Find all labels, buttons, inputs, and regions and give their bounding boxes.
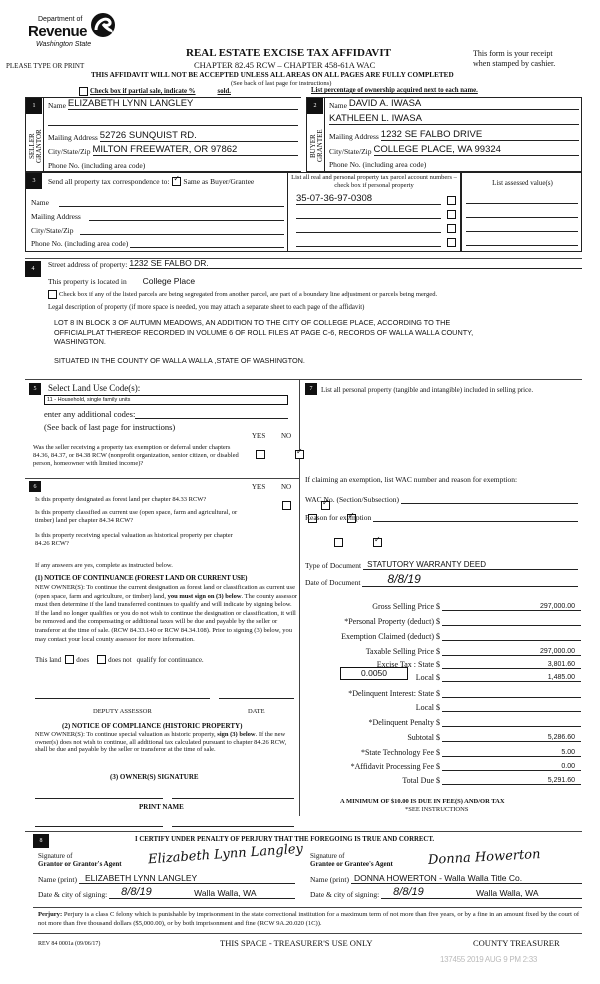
- dor-swirl-logo-icon: [90, 12, 116, 38]
- county-treasurer: COUNTY TREASURER: [473, 938, 560, 948]
- recording-stamp: 137455 2019 AUG 9 PM 2:33: [440, 955, 538, 964]
- corr-city-field[interactable]: [80, 225, 285, 235]
- buyer-city-field[interactable]: COLLEGE PLACE, WA 99324: [373, 144, 501, 155]
- seller-name-field[interactable]: ELIZABETH LYNN LANGLEY: [67, 98, 194, 109]
- personal-property-checkbox[interactable]: [447, 196, 456, 205]
- grantee-name-row: Name (print) DONNA HOWERTON - Walla Walla Title Co.: [310, 874, 582, 884]
- grantee-date-field[interactable]: 8/8/19: [393, 886, 424, 898]
- delinquent-interest-local-field[interactable]: [442, 711, 581, 712]
- assessed-value-field[interactable]: [466, 203, 578, 204]
- parcel-row: [296, 194, 456, 205]
- owner-signature-field[interactable]: [35, 798, 163, 799]
- owner-signature-title: (3) OWNER(S) SIGNATURE: [110, 773, 199, 781]
- corr-city-row: City/State/Zip: [31, 225, 284, 235]
- historic-question: Is this property receiving special valuation as historical property per chapter 84.26 RCW?: [35, 532, 233, 548]
- receipt-note-2: when stamped by cashier.: [473, 59, 556, 68]
- does-not-qualify-checkbox[interactable]: [97, 655, 106, 664]
- buyer-name-field[interactable]: DAVID A. IWASA: [348, 98, 422, 109]
- no-header: NO: [281, 483, 292, 491]
- historic-no-checkbox[interactable]: [373, 538, 382, 547]
- seller-name2-row: [48, 116, 298, 126]
- located-in-field[interactable]: College Place: [142, 276, 196, 286]
- seller-mailing-field[interactable]: 52726 SUNQUIST RD.: [99, 130, 197, 141]
- grantee-city-field[interactable]: Walla Walla, WA: [476, 888, 539, 898]
- wac-number-row: WAC No. (Section/Subsection): [305, 494, 582, 504]
- logo-line2: Revenue: [28, 23, 88, 40]
- exemption-yes-checkbox[interactable]: [256, 450, 265, 459]
- footer-mid-rule: [33, 933, 582, 934]
- parcel-number-field[interactable]: [296, 223, 441, 233]
- personal-property-checkbox[interactable]: [447, 238, 456, 247]
- parcel-number-field[interactable]: [296, 237, 441, 247]
- please-type: PLEASE TYPE OR PRINT: [6, 62, 85, 70]
- grantor-signature-label: Signature of Grantor or Grantor's Agent: [38, 852, 122, 868]
- historic-yes-checkbox[interactable]: [334, 538, 343, 547]
- street-address-row: Street address of property: 1232 SE FALBO DR.: [48, 259, 582, 269]
- corr-mailing-field[interactable]: [89, 211, 284, 221]
- legal-description-label: Legal description of property (if more space is needed, you may attach a separate sheet to each page of the affidavit): [48, 304, 365, 311]
- seller-grantor-label: SELLER GRANTOR: [28, 129, 43, 163]
- segregate-row: Check box if any of the listed parcels are being segregated from another parcel, are part of a boundary line adjustment or parcels being merged.: [48, 290, 437, 299]
- section-1-seller: [25, 97, 301, 172]
- exemption-reason-row: Reason for exemption: [305, 512, 582, 522]
- land-use-title: Select Land Use Code(s):: [48, 383, 141, 393]
- fee-row-exemption: Exemption Claimed (deduct) $: [305, 627, 585, 641]
- section-3-correspondence: [25, 172, 288, 252]
- legal-description-text[interactable]: LOT 8 IN BLOCK 3 OF AUTUMN MEADOWS, AN ADDITION TO THE CITY OF COLLEGE PLACE, ACCORDING TO THE OFFICIALPLAT THEREOF RECORDED IN VOLUME 6 OF ROLL FILES AT PAGE C-6, RECORDS OF WALLA WALLA COUNTY, WASHINGTON. SITUATED IN THE COUNTY OF WALLA WALLA ,STATE OF WASHINGTON.: [54, 318, 474, 365]
- corr-mailing-row: Mailing Address: [31, 211, 284, 221]
- forest-yes-checkbox[interactable]: [282, 501, 291, 510]
- grantee-signature-label: Signature of Grantee or Grantee's Agent: [310, 852, 393, 868]
- grantor-date-field[interactable]: 8/8/19: [121, 886, 152, 898]
- fee-row-taxable: Taxable Selling Price $ 297,000.00: [305, 642, 585, 656]
- grantee-name-field[interactable]: DONNA HOWERTON - Walla Walla Title Co.: [353, 873, 523, 883]
- subtotal-field[interactable]: 5,286.60: [442, 734, 581, 742]
- owner-signature-field-2[interactable]: [172, 798, 294, 799]
- yes-header: YES: [252, 432, 266, 440]
- doc-date-field[interactable]: 8/8/19: [387, 572, 421, 586]
- doc-date-row: Date of Document 8/8/19: [305, 577, 582, 587]
- seller-side-rule: [43, 98, 44, 173]
- segregate-checkbox[interactable]: [48, 290, 57, 299]
- see-instructions-note: *SEE INSTRUCTIONS: [405, 806, 469, 813]
- personal-property-deduct-field[interactable]: [442, 625, 581, 626]
- yes-header: YES: [252, 483, 266, 491]
- grantor-name-field[interactable]: ELIZABETH LYNN LANGLEY: [84, 873, 198, 883]
- exemption-no-checkbox[interactable]: [295, 450, 304, 459]
- assessed-value-field[interactable]: [466, 231, 578, 232]
- grantee-date-row: Date & city of signing: 8/8/19 Walla Walla, WA: [310, 889, 582, 899]
- footer-top-rule: [33, 907, 582, 908]
- notice-continuance-title: (1) NOTICE OF CONTINUANCE (FOREST LAND OR CURRENT USE): [35, 574, 248, 582]
- parcel-row: [296, 236, 456, 247]
- buyer-grantee-label: BUYER GRANTEE: [309, 129, 324, 163]
- grantee-signature-field[interactable]: Donna Howerton: [427, 847, 541, 868]
- deputy-assessor-signature[interactable]: [35, 698, 210, 699]
- see-back-note: (See back of last page for instructions): [231, 80, 332, 87]
- fee-row-personal: *Personal Property (deduct) $: [305, 612, 585, 626]
- fee-row-gross: Gross Selling Price $ 297,000.00: [305, 597, 585, 611]
- buyer-mailing-field[interactable]: 1232 SE FALBO DRIVE: [380, 129, 483, 140]
- section-8-badge: 8: [33, 834, 49, 848]
- fee-row-delinq-local: Local $: [305, 698, 585, 712]
- delinquent-penalty-field[interactable]: [442, 726, 581, 727]
- logo-line1: Department of: [38, 16, 83, 23]
- notice-continuance-text: NEW OWNER(S): To continue the current designation as forest land or classification as current use (open space, farm and agriculture, or timber) land, you must sign on (3) below. The county assessor must then determine if the land transferred continues to qualify and will indicate by signing below. If the land no longer qualifies or you do not wish to continue the designation or classification, it will be removed and the compensating or additional taxes will be due and payable by the seller or transferor at the time of sale. (RCW 84.33.140 or RCW 84.34.108). Prior to signing (3) below, you may contact your local county assessor for more information.: [35, 584, 297, 643]
- seller-name-row: Name ELIZABETH LYNN LANGLEY: [48, 100, 298, 110]
- ownership-note: List percentage of ownership acquired next to each name.: [311, 87, 478, 94]
- section-2-badge: 2: [307, 98, 323, 114]
- perjury-certification: I CERTIFY UNDER PENALTY OF PERJURY THAT THE FOREGOING IS TRUE AND CORRECT.: [135, 836, 435, 843]
- doc-type-field[interactable]: STATUTORY WARRANTY DEED: [367, 560, 486, 569]
- center-divider: [299, 379, 300, 816]
- minimum-due-note: A MINIMUM OF $10.00 IS DUE IN FEE(S) AND/OR TAX: [340, 798, 505, 805]
- personal-property-checkbox[interactable]: [447, 224, 456, 233]
- total-due-field[interactable]: 5,291.60: [442, 777, 581, 785]
- buyer-phone-row: Phone No. (including area code): [329, 160, 427, 169]
- corr-name-row: Name: [31, 197, 284, 207]
- receipt-note-1: This form is your receipt: [473, 49, 553, 58]
- parcel-row: [296, 222, 456, 233]
- continuance-qualify-row: This land does does not qualify for continuance.: [35, 655, 204, 664]
- seller-city-row: City/State/Zip MILTON FREEWATER, OR 97862: [48, 146, 298, 156]
- if-yes-note: If any answers are yes, complete as instructed below.: [35, 562, 173, 569]
- print-name-field-2[interactable]: [172, 826, 294, 827]
- fee-row-subtotal: Subtotal $ 5,286.60: [305, 728, 585, 742]
- forest-land-question: Is this property designated as forest land per chapter 84.33 RCW?: [35, 496, 207, 503]
- perjury-statement: Perjury: Perjury is a class C felony which is punishable by imprisonment in the state correctional institution for a maximum term of not more than five years, or by a fine in an amount fixed by the court of not more than five thousand dollars ($5,000.00), or by both imprisonment and fine (RCW 9A.20.020 (1C)).: [38, 911, 580, 927]
- print-name-label: PRINT NAME: [139, 803, 184, 811]
- no-header: NO: [281, 432, 292, 440]
- section-1-badge: 1: [26, 98, 42, 114]
- seller-phone-row: Phone No. (including area code): [48, 161, 146, 170]
- seller-city-field[interactable]: MILTON FREEWATER, OR 97862: [92, 144, 238, 155]
- parcel-row: [296, 208, 456, 219]
- section-5-top-rule: [25, 379, 582, 380]
- taxable-price-field[interactable]: 297,000.00: [442, 648, 581, 656]
- sold-label: sold.: [217, 88, 231, 95]
- send-correspondence-row: Send all property tax correspondence to: ✓ Same as Buyer/Grantee: [48, 177, 254, 186]
- dor-logo: [28, 14, 98, 54]
- assessed-value-field[interactable]: [466, 245, 578, 246]
- chapter-ref: CHAPTER 82.45 RCW – CHAPTER 458-61A WAC: [194, 60, 376, 70]
- corr-phone-row: Phone No. (including area code): [31, 238, 284, 248]
- street-address-field[interactable]: 1232 SE FALBO DR.: [129, 258, 209, 268]
- print-name-field[interactable]: [35, 826, 163, 827]
- exemption-claim-label: If claiming an exemption, list WAC number and reason for exemption:: [305, 475, 518, 484]
- parcel-number-field[interactable]: 35-07-36-97-0308: [296, 193, 373, 204]
- form-title: REAL ESTATE EXCISE TAX AFFIDAVIT: [186, 47, 391, 59]
- acceptance-warning: THIS AFFIDAVIT WILL NOT BE ACCEPTED UNLESS ALL AREAS ON ALL PAGES ARE FULLY COMPLETED: [91, 71, 454, 79]
- land-use-see-back: (See back of last page for instructions): [44, 422, 176, 432]
- buyer-name-row: Name DAVID A. IWASA: [329, 100, 579, 110]
- current-use-question: Is this property classified as current use (open space, farm and agricultural, or timber) land per chapter 84.34 RCW?: [35, 509, 238, 525]
- buyer-city-row: City/State/Zip COLLEGE PLACE, WA 99324: [329, 146, 579, 156]
- buyer-side-rule: [324, 98, 325, 173]
- deputy-assessor-label: DEPUTY ASSESSOR: [93, 708, 152, 715]
- corr-name-field[interactable]: [59, 197, 284, 207]
- additional-codes-field[interactable]: [135, 409, 288, 419]
- fee-row-state-excise: Excise Tax : State $ 3,801.60: [305, 655, 585, 669]
- assessor-date-label: DATE: [248, 708, 265, 715]
- gross-price-field[interactable]: 297,000.00: [442, 603, 581, 611]
- notice-compliance-text: NEW OWNER(S): To continue special valuation as historic property, sign (3) below. If the new owner(s) does not wish to continue, all additional tax calculated pursuant to chapter 84.26 RCW, shall be due and payable by the seller or transferor at the time of sale.: [35, 731, 287, 754]
- parcel-number-field[interactable]: [296, 209, 441, 219]
- assessed-values: [461, 172, 582, 252]
- grantor-signature-field[interactable]: Elizabeth Lynn Langley: [147, 841, 304, 868]
- corr-phone-field[interactable]: [130, 238, 284, 248]
- fee-row-total: Total Due $ 5,291.60: [305, 771, 585, 785]
- section-2-buyer: [306, 97, 582, 172]
- fee-row-delinq-state: *Delinquent Interest: State $: [305, 684, 585, 698]
- treasurer-use-only: THIS SPACE - TREASURER'S USE ONLY: [220, 938, 373, 948]
- located-in-row: This property is located in College Place: [48, 276, 196, 286]
- land-use-code-select[interactable]: 11 - Household, single family units: [44, 395, 288, 405]
- section-5-badge: 5: [29, 383, 41, 395]
- assessed-header: List assessed value(s): [492, 179, 553, 187]
- fee-row-tech-fee: *State Technology Fee $ 5.00: [305, 743, 585, 757]
- processing-fee-field[interactable]: 0.00: [442, 763, 581, 771]
- section-4-badge: 4: [25, 261, 41, 277]
- logo-line3: Washington State: [36, 41, 92, 48]
- local-rate-field[interactable]: 0.0050: [340, 667, 408, 680]
- exemption-reason-field[interactable]: [373, 512, 578, 522]
- buyer-mailing-row: Mailing Address 1232 SE FALBO DRIVE: [329, 131, 579, 141]
- exemption-question: Was the seller receiving a property tax exemption or deferral under chapters 84.36, 84.37, or 84.38 RCW (nonprofit organization, senior citizen, or disabled person, homeowner with limited income)?: [33, 444, 239, 468]
- personal-property-checkbox[interactable]: [447, 210, 456, 219]
- assessor-date-field[interactable]: [219, 698, 294, 699]
- form-revision: REV 84 0001a (09/06/17): [38, 941, 101, 947]
- grantor-date-row: Date & city of signing: 8/8/19 Walla Walla, WA: [38, 889, 295, 899]
- partial-sale-row: [79, 87, 231, 96]
- wac-number-field[interactable]: [401, 494, 578, 504]
- section-8-top-rule: [25, 831, 582, 832]
- section-3-badge: 3: [26, 173, 42, 189]
- partial-sale-label: Check box if partial sale, indicate %: [90, 88, 196, 95]
- partial-sale-checkbox[interactable]: [79, 87, 88, 96]
- doc-type-row: Type of Document STATUTORY WARRANTY DEED: [305, 560, 582, 570]
- state-excise-field[interactable]: 3,801.60: [442, 661, 581, 669]
- parcel-header: List all real and personal property tax parcel account numbers – check box if personal property: [291, 174, 457, 189]
- does-qualify-checkbox[interactable]: [65, 655, 74, 664]
- notice-compliance-title: (2) NOTICE OF COMPLIANCE (HISTORIC PROPERTY): [62, 722, 243, 730]
- tech-fee-field[interactable]: 5.00: [442, 749, 581, 757]
- buyer-name2-field[interactable]: KATHLEEN L. IWASA: [329, 113, 422, 124]
- fee-row-penalty: *Delinquent Penalty $: [305, 713, 585, 727]
- section-6-top-rule: [25, 478, 299, 479]
- assessed-value-field[interactable]: [466, 217, 578, 218]
- fee-row-local-excise: Local $ 1,485.00: [305, 668, 585, 682]
- personal-property-label: List all personal property (tangible and intangible) included in selling price.: [321, 386, 534, 394]
- additional-codes-row: enter any additional codes:: [44, 409, 288, 419]
- exemption-claimed-field[interactable]: [442, 640, 581, 641]
- section-6-badge: 6: [29, 481, 41, 492]
- local-excise-field[interactable]: 1,485.00: [442, 674, 581, 682]
- grantor-city-field[interactable]: Walla Walla, WA: [194, 888, 257, 898]
- section-7-badge: 7: [305, 383, 317, 395]
- fee-row-processing-fee: *Affidavit Processing Fee $ 0.00: [305, 757, 585, 771]
- same-as-buyer-checkbox[interactable]: [172, 177, 181, 186]
- buyer-name2-row: [329, 115, 579, 125]
- grantor-name-row: Name (print) ELIZABETH LYNN LANGLEY: [38, 874, 295, 884]
- seller-mailing-row: Mailing Address 52726 SUNQUIST RD.: [48, 132, 298, 142]
